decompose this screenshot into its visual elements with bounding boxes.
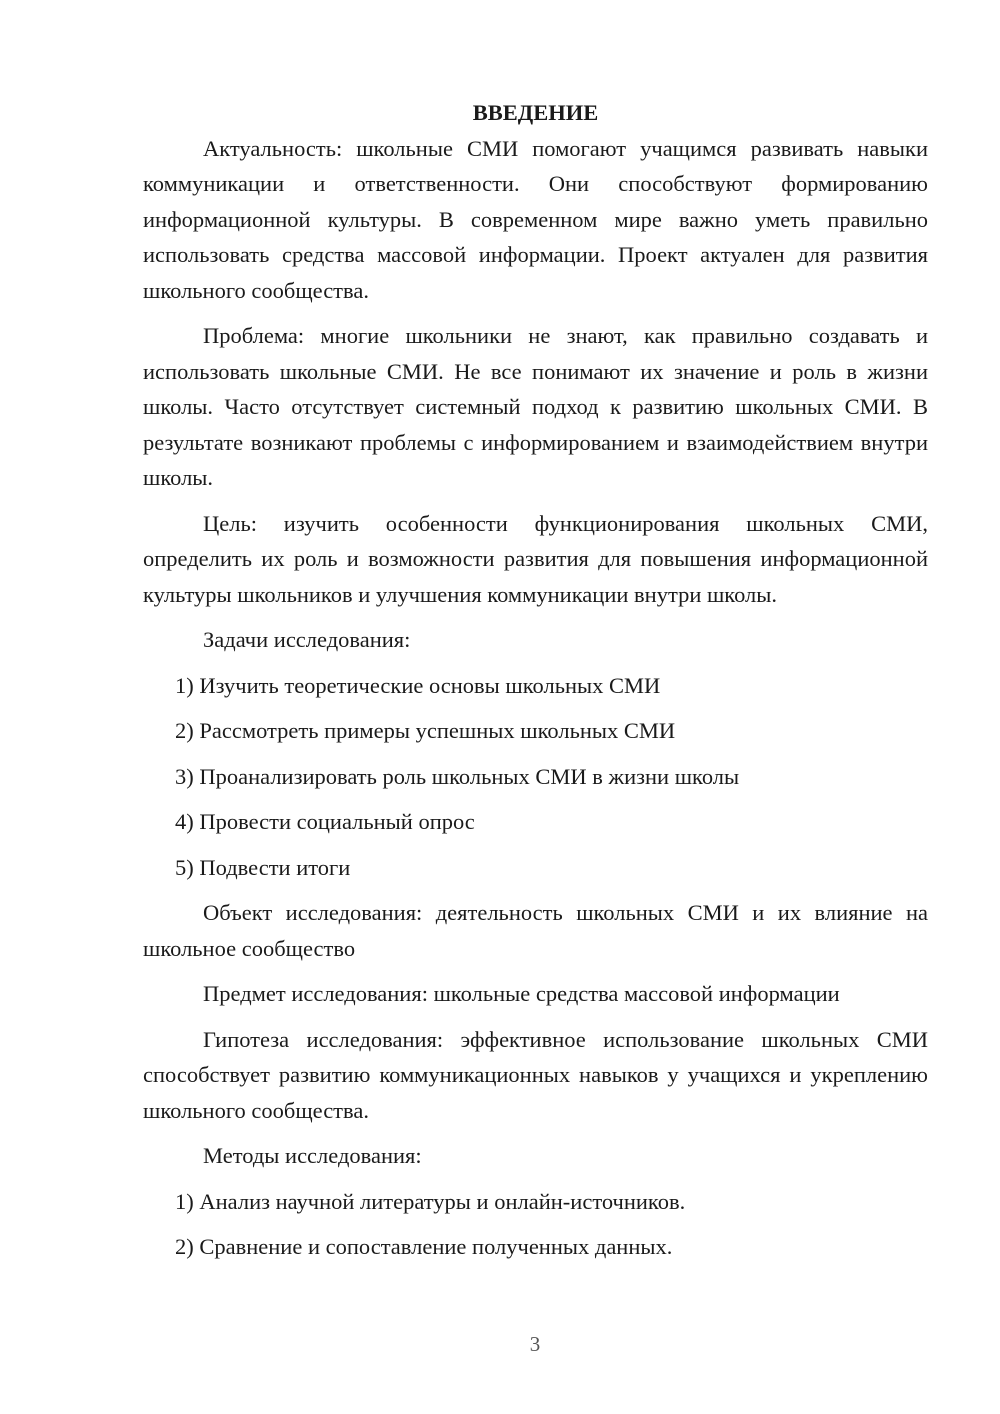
methods-heading: Методы исследования: — [203, 1143, 422, 1168]
tasks-heading: Задачи исследования: — [203, 627, 411, 652]
subject-paragraph: Предмет исследования: школьные средства массовой информации — [203, 981, 840, 1006]
page-title: ВВЕДЕНИЕ — [472, 100, 599, 125]
object-paragraph: Объект исследования: деятельность школьных СМИ и их влияние на школьное сообщество — [143, 900, 928, 961]
list-item: 1) Изучить теоретические основы школьных СМИ — [175, 672, 661, 698]
list-item: 2) Сравнение и сопоставление полученных данных. — [175, 1234, 673, 1259]
problem-paragraph: Проблема: многие школьники не знают, как правильно создавать и использовать школьные СМИ. Не все понимают их значение и роль в жизни школы. Часто отсутствует системный подход к развитию школьных СМИ. В результате возникают проблемы с информированием и взаимодействием внутри школы. — [143, 323, 928, 490]
tasks-list — [143, 668, 928, 886]
list-item: 4) Провести социальный опрос — [175, 809, 475, 834]
list-item: 2) Рассмотреть примеры успешных школьных СМИ — [175, 718, 676, 743]
methods-list — [143, 1184, 928, 1265]
document-page — [143, 95, 928, 1275]
relevance-paragraph: Актуальность: школьные СМИ помогают учащимся развивать навыки коммуникации и ответственности. Они способствуют формированию информационной культуры. В современном мире важно уметь правильно использовать средства массовой информации. Проект актуален для развития школьного сообщества. — [143, 135, 928, 303]
hypothesis-paragraph: Гипотеза исследования: эффективное использование школьных СМИ способствует развитию коммуникационных навыков у учащихся и укреплению школьного сообщества. — [143, 1026, 928, 1123]
list-item: 1) Анализ научной литературы и онлайн-источников. — [175, 1188, 686, 1214]
list-item: 3) Проанализировать роль школьных СМИ в жизни школы — [175, 763, 740, 789]
list-item: 5) Подвести итоги — [175, 854, 351, 880]
page-number: 3 — [529, 1332, 541, 1356]
goal-paragraph: Цель: изучить особенности функционирования школьных СМИ, определить их роль и возможности развития для повышения информационной культуры школьников и улучшения коммуникации внутри школы. — [143, 510, 928, 607]
